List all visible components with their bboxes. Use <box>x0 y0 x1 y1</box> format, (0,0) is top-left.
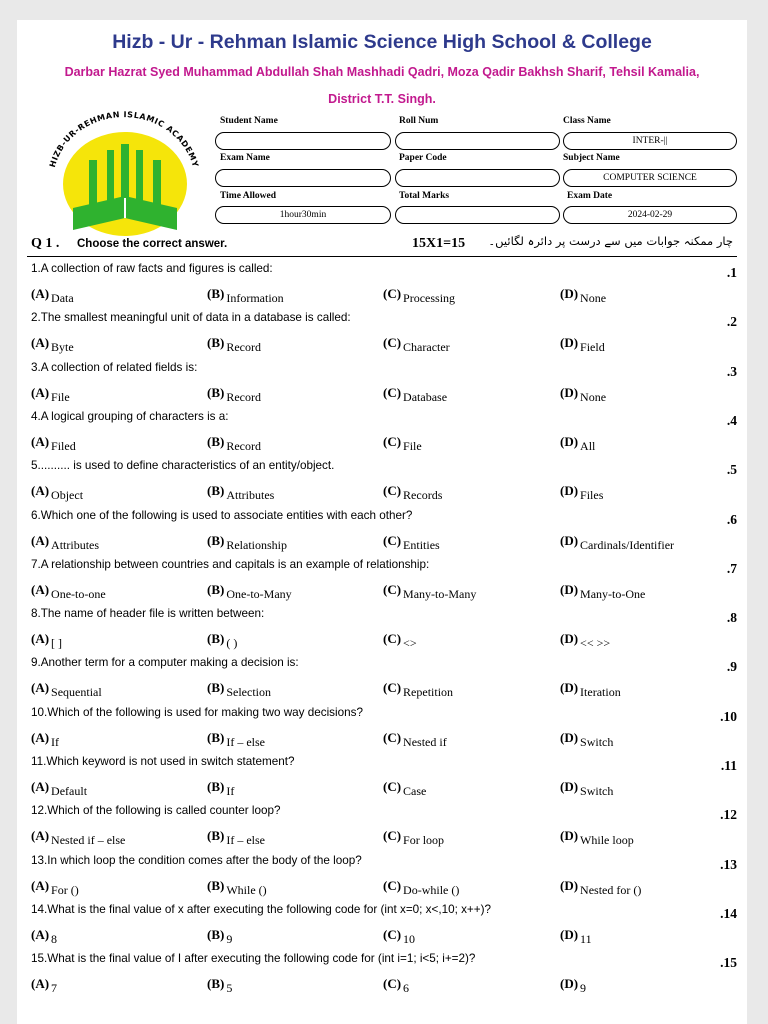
option-c[interactable] <box>383 926 415 944</box>
option-letter: (C) <box>383 976 402 992</box>
option-letter: (D) <box>560 779 579 794</box>
question-number: .12 <box>720 807 737 823</box>
option-text: Object <box>51 488 84 503</box>
option-text: Character <box>403 340 450 355</box>
time-allowed-field[interactable]: 1hour30min <box>215 206 391 224</box>
option-d[interactable] <box>560 581 645 599</box>
option-text: Attributes <box>51 537 100 552</box>
option-text: None <box>580 291 607 305</box>
option-text: Iteration <box>580 685 621 700</box>
option-text: Sequential <box>51 685 102 700</box>
option-text: While loop <box>580 833 634 848</box>
option-letter: (B) <box>207 877 225 893</box>
urdu-instruction: چار ممکنہ جوابات میں سے درست پر دائرہ لگائیں۔ <box>488 234 733 248</box>
question-text: 13.In which loop the condition comes after the body of the loop? <box>31 853 362 867</box>
question-text: 10.Which of the following is used for making two way decisions? <box>31 705 363 719</box>
option-text: Files <box>580 488 604 503</box>
question-text: 8.The name of header file is written between: <box>31 607 265 621</box>
class-name-field[interactable]: INTER-|| <box>563 132 737 150</box>
question-number: .5 <box>726 462 737 478</box>
option-text: Switch <box>580 734 614 749</box>
question-number: .7 <box>726 560 737 576</box>
option-c[interactable] <box>383 285 455 303</box>
option-letter: (A) <box>31 631 50 647</box>
option-text: 9 <box>226 931 233 946</box>
option-d[interactable] <box>560 778 613 796</box>
option-letter: (C) <box>383 926 402 942</box>
question-text: 15.What is the final value of I after executing the following code for (int i=1; i<5; i+=2)? <box>31 952 476 966</box>
question-text: 7.A relationship between countries and capitals is an example of relationship: <box>31 557 430 571</box>
option-letter: (D) <box>560 976 579 992</box>
option-letter: (A) <box>31 729 50 745</box>
option-c[interactable] <box>383 975 410 996</box>
option-text: Record <box>226 438 261 453</box>
option-letter: (D) <box>560 926 579 942</box>
option-text: All <box>580 438 596 453</box>
option-letter: (C) <box>383 729 402 745</box>
option-b[interactable] <box>207 285 284 303</box>
option-letter: (D) <box>560 286 579 301</box>
option-c[interactable] <box>383 630 417 651</box>
subject-name-label: Subject Name <box>563 153 620 163</box>
option-text: Byte <box>51 340 74 355</box>
option-b[interactable] <box>207 334 261 355</box>
option-c[interactable] <box>383 729 447 747</box>
option-a[interactable] <box>31 532 99 550</box>
option-text: Nested for () <box>580 882 642 897</box>
question-number: .15 <box>720 955 737 971</box>
option-letter: (B) <box>207 976 225 992</box>
option-letter: (A) <box>31 680 50 696</box>
option-text: While () <box>226 882 267 897</box>
option-d[interactable] <box>560 384 606 402</box>
option-letter: (B) <box>207 926 225 942</box>
option-letter: (B) <box>207 828 225 844</box>
option-a[interactable] <box>31 877 79 895</box>
question-text: 1.A collection of raw facts and figures is called: <box>31 262 273 275</box>
roll-num-field[interactable] <box>395 132 560 150</box>
question-number: .2 <box>726 314 737 330</box>
option-a[interactable] <box>31 581 106 599</box>
option-a[interactable] <box>31 630 63 651</box>
exam-date-label: Exam Date <box>567 191 613 201</box>
option-d[interactable] <box>560 630 611 651</box>
option-text: Selection <box>226 685 271 700</box>
option-text: Nested if – else <box>51 833 126 848</box>
question-text: 2.The smallest meaningful unit of data in a database is called: <box>31 311 351 325</box>
option-a[interactable] <box>31 482 84 503</box>
option-text: Records <box>403 488 443 503</box>
option-letter: (D) <box>560 483 579 499</box>
option-text: 9 <box>580 981 587 996</box>
option-letter: (B) <box>207 779 225 794</box>
option-text: If <box>226 784 235 798</box>
option-letter: (C) <box>383 433 402 449</box>
option-text: 6 <box>403 981 410 996</box>
option-text: Data <box>51 291 74 305</box>
option-text: Database <box>403 389 448 404</box>
option-text: <> <box>403 636 417 651</box>
exam-name-field[interactable] <box>215 169 391 187</box>
school-title: Hizb - Ur - Rehman Islamic Science High School & College <box>112 31 652 53</box>
question-number: .14 <box>720 905 737 921</box>
option-text: 11 <box>580 931 592 946</box>
question-text: 6.Which one of the following is used to associate entities with each other? <box>31 508 413 522</box>
option-text: << >> <box>580 636 611 651</box>
option-letter: (D) <box>560 433 579 449</box>
option-letter: (C) <box>383 828 402 844</box>
option-letter: (A) <box>31 828 50 844</box>
class-name-label: Class Name <box>563 116 611 126</box>
option-b[interactable] <box>207 384 261 402</box>
question-number: .3 <box>726 363 737 379</box>
option-b[interactable] <box>207 581 292 599</box>
question-text: 11.Which keyword is not used in switch statement? <box>31 755 295 768</box>
option-letter: (D) <box>560 729 579 745</box>
option-c[interactable] <box>383 532 440 550</box>
option-c[interactable] <box>383 581 476 599</box>
option-text: 5 <box>226 981 233 996</box>
option-a[interactable] <box>31 975 58 996</box>
option-letter: (C) <box>383 532 402 548</box>
option-letter: (B) <box>207 286 225 301</box>
option-letter: (D) <box>560 877 579 893</box>
exam-date-field[interactable]: 2024-02-29 <box>563 206 737 224</box>
option-text: Cardinals/Identifier <box>580 537 675 552</box>
option-letter: (B) <box>207 384 225 400</box>
school-address-line1: Darbar Hazrat Syed Muhammad Abdullah Shah Mashhadi Qadri, Moza Qadir Bakhsh Sharif, Tehsil Kamalia, <box>64 65 700 79</box>
question-text: 9.Another term for a computer making a decision is: <box>31 656 299 670</box>
option-letter: (B) <box>207 433 225 449</box>
question-number: .10 <box>720 708 737 724</box>
option-a[interactable] <box>31 433 76 451</box>
option-d[interactable] <box>560 482 604 503</box>
question-text: 3.A collection of related fields is: <box>31 360 198 374</box>
option-text: Case <box>403 784 427 798</box>
option-c[interactable] <box>383 433 422 451</box>
option-text: None <box>580 389 607 404</box>
option-c[interactable] <box>383 679 454 700</box>
option-b[interactable] <box>207 827 265 848</box>
option-letter: (A) <box>31 433 50 449</box>
logo-arc-text: HIZB-UR-REHMAN ISLAMIC ACADEMY <box>47 110 201 169</box>
question-text: 12.Which of the following is called counter loop? <box>31 804 281 818</box>
option-letter: (C) <box>383 877 402 893</box>
total-marks-field[interactable] <box>395 206 560 224</box>
option-letter: (A) <box>31 335 50 351</box>
question-text: 4.A logical grouping of characters is a: <box>31 409 229 423</box>
option-b[interactable] <box>207 975 233 996</box>
option-a[interactable] <box>31 827 126 848</box>
option-b[interactable] <box>207 877 267 895</box>
option-letter: (C) <box>383 335 402 351</box>
option-d[interactable] <box>560 532 674 550</box>
option-d[interactable] <box>560 334 605 355</box>
option-text: Many-to-One <box>580 586 646 601</box>
option-b[interactable] <box>207 778 234 796</box>
option-letter: (C) <box>383 779 402 794</box>
section-instruction: Choose the correct answer. <box>77 238 228 250</box>
option-letter: (A) <box>31 926 50 942</box>
option-text: Record <box>226 340 261 355</box>
question-number: .6 <box>726 511 737 527</box>
option-d[interactable] <box>560 285 606 303</box>
option-letter: (D) <box>560 631 579 647</box>
option-c[interactable] <box>383 778 426 796</box>
option-letter: (A) <box>31 532 50 548</box>
option-letter: (D) <box>560 581 579 597</box>
option-d[interactable] <box>560 975 587 996</box>
option-letter: (B) <box>207 483 225 499</box>
question-number: .8 <box>726 610 737 626</box>
option-text: 8 <box>51 931 58 946</box>
option-text: Switch <box>580 784 614 798</box>
option-text: If – else <box>226 833 265 848</box>
option-letter: (C) <box>383 581 402 597</box>
option-a[interactable] <box>31 334 74 355</box>
option-text: One-to-one <box>51 586 106 601</box>
question-number: .13 <box>720 856 737 872</box>
option-letter: (A) <box>31 779 50 794</box>
option-d[interactable] <box>560 729 613 747</box>
exam-sheet <box>17 20 747 1024</box>
option-c[interactable] <box>383 334 450 355</box>
option-letter: (B) <box>207 729 225 745</box>
question-text: 5.......... is used to define characteristics of an entity/object. <box>31 459 335 473</box>
option-text: File <box>51 389 70 404</box>
option-a[interactable] <box>31 679 102 700</box>
option-b[interactable] <box>207 729 265 747</box>
option-text: Entities <box>403 537 440 552</box>
option-b[interactable] <box>207 630 238 651</box>
option-text: 10 <box>403 931 416 946</box>
school-address-line2: District T.T. Singh. <box>328 92 436 106</box>
question-number: .1 <box>726 265 737 280</box>
option-text: 7 <box>51 981 58 996</box>
option-text: Default <box>51 784 88 798</box>
option-text: File <box>403 438 422 453</box>
question-number: .11 <box>720 758 737 773</box>
option-text: Nested if <box>403 734 447 749</box>
option-text: [ ] <box>51 636 63 651</box>
option-letter: (D) <box>560 384 579 400</box>
option-text: Record <box>226 389 261 404</box>
question-number: .4 <box>726 412 737 428</box>
option-letter: (A) <box>31 483 50 499</box>
option-a[interactable] <box>31 285 74 303</box>
section-marks: 15X1=15 <box>412 236 466 251</box>
option-text: Information <box>226 291 284 305</box>
option-d[interactable] <box>560 679 621 700</box>
option-letter: (A) <box>31 286 50 301</box>
option-letter: (B) <box>207 631 225 647</box>
academy-logo <box>33 104 217 248</box>
option-a[interactable] <box>31 778 87 796</box>
option-text: Processing <box>403 291 456 305</box>
option-text: For loop <box>403 833 445 848</box>
option-text: Many-to-Many <box>403 586 477 601</box>
exam-name-label: Exam Name <box>220 153 270 163</box>
option-b[interactable] <box>207 433 261 451</box>
option-letter: (D) <box>560 532 579 548</box>
option-letter: (B) <box>207 581 225 597</box>
question-text: 14.What is the final value of x after executing the following code for (int x=0; x<,10; x++)? <box>31 902 491 916</box>
option-c[interactable] <box>383 482 443 503</box>
option-letter: (D) <box>560 828 579 844</box>
section-label: Q 1 . <box>31 236 60 251</box>
option-text: For () <box>51 882 79 897</box>
option-a[interactable] <box>31 926 57 944</box>
option-text: Relationship <box>226 537 288 552</box>
option-letter: (A) <box>31 581 50 597</box>
option-text: One-to-Many <box>226 586 292 601</box>
subject-name-field[interactable]: COMPUTER SCIENCE <box>563 169 737 187</box>
option-letter: (A) <box>31 976 50 992</box>
paper-code-label: Paper Code <box>399 153 447 163</box>
option-b[interactable] <box>207 679 271 700</box>
question-number: .9 <box>726 659 737 675</box>
option-letter: (B) <box>207 680 225 696</box>
option-text: Filed <box>51 438 76 453</box>
option-letter: (B) <box>207 532 225 548</box>
paper-code-field[interactable] <box>395 169 560 187</box>
option-letter: (D) <box>560 335 579 351</box>
option-text: ( ) <box>226 636 238 651</box>
roll-num-label: Roll Num <box>399 116 439 126</box>
option-letter: (C) <box>383 286 402 301</box>
option-c[interactable] <box>383 827 445 848</box>
option-text: If <box>51 734 60 749</box>
option-c[interactable] <box>383 384 447 402</box>
time-allowed-label: Time Allowed <box>220 191 277 201</box>
option-letter: (A) <box>31 877 50 893</box>
option-letter: (C) <box>383 384 402 400</box>
student-name-field[interactable] <box>215 132 391 150</box>
option-d[interactable] <box>560 877 641 895</box>
option-c[interactable] <box>383 877 459 895</box>
option-letter: (C) <box>383 680 402 696</box>
option-letter: (B) <box>207 335 225 351</box>
option-text: Field <box>580 340 605 355</box>
option-letter: (C) <box>383 631 402 647</box>
option-d[interactable] <box>560 433 595 451</box>
section-divider <box>27 256 737 257</box>
option-b[interactable] <box>207 532 287 550</box>
option-letter: (C) <box>383 483 402 499</box>
option-b[interactable] <box>207 926 232 944</box>
option-text: If – else <box>226 734 265 749</box>
option-d[interactable] <box>560 926 592 944</box>
option-text: Do-while () <box>403 882 460 897</box>
option-text: Repetition <box>403 685 454 700</box>
total-marks-label: Total Marks <box>399 191 450 201</box>
option-letter: (D) <box>560 680 579 696</box>
option-letter: (A) <box>31 384 50 400</box>
option-a[interactable] <box>31 729 59 747</box>
option-b[interactable] <box>207 482 275 503</box>
option-a[interactable] <box>31 384 70 402</box>
option-text: Attributes <box>226 488 275 503</box>
student-name-label: Student Name <box>220 116 278 126</box>
option-d[interactable] <box>560 827 634 848</box>
